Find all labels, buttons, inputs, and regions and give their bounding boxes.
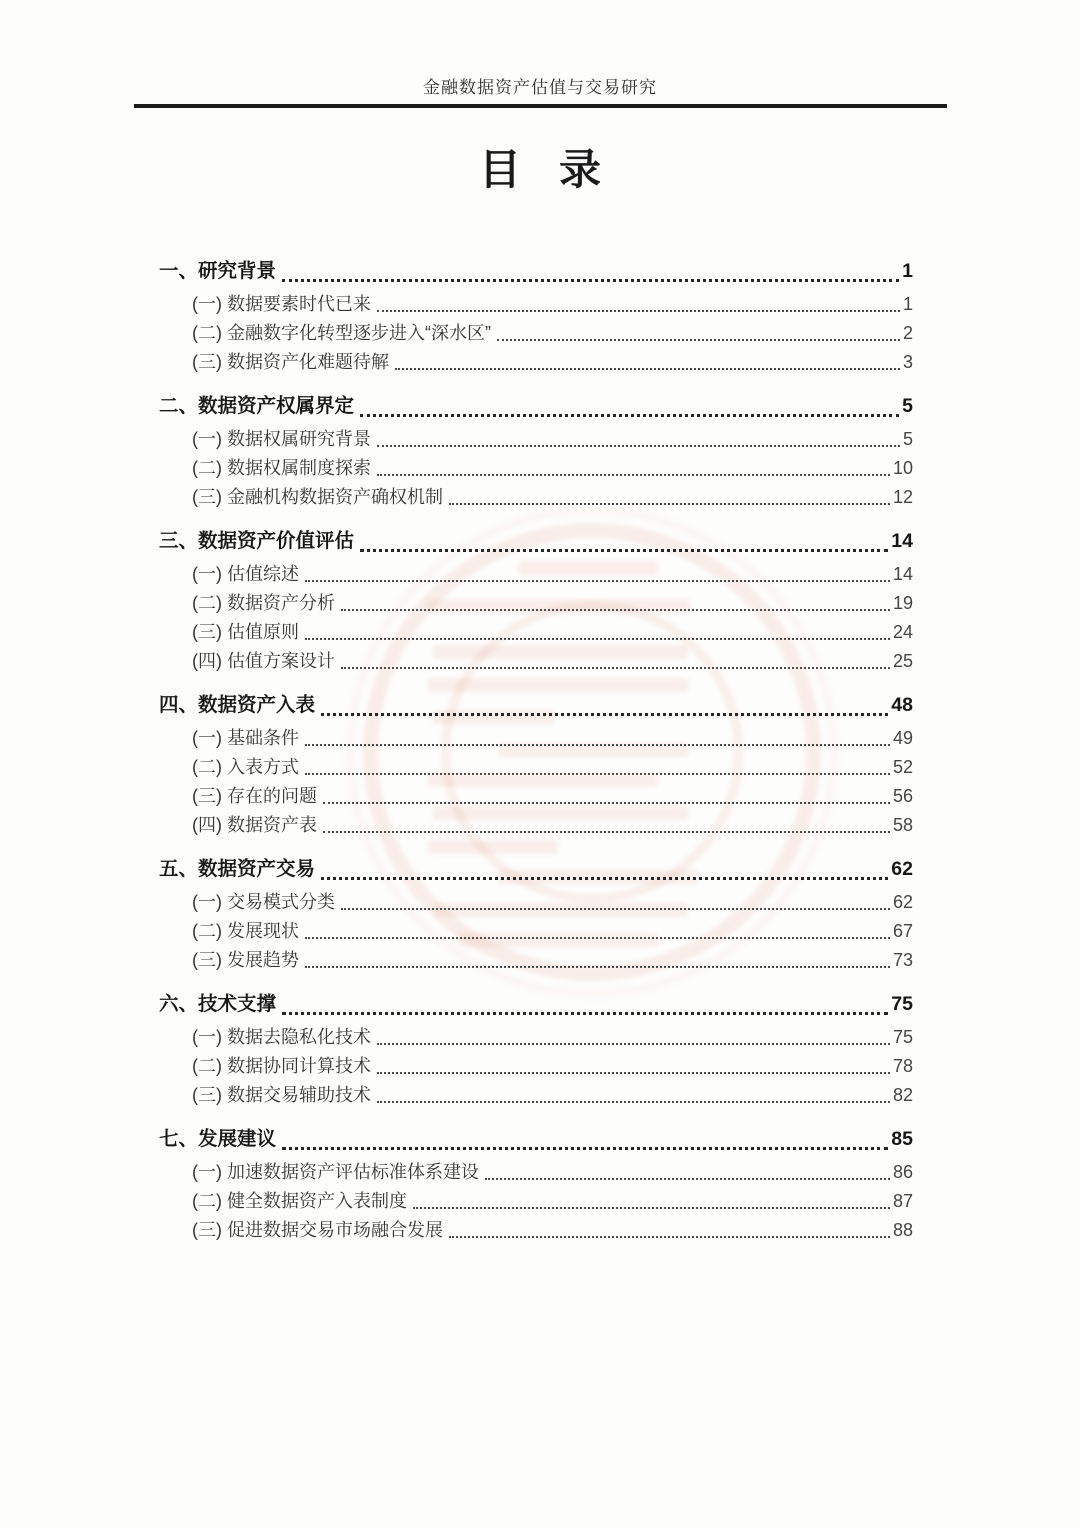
toc-entry-page: 2 <box>902 323 913 343</box>
toc-entry-page: 3 <box>902 352 913 372</box>
dotted-leader <box>305 638 890 640</box>
toc-entry-label: (二) 数据协同计算技术 <box>192 1056 371 1076</box>
toc-entry-page: 1 <box>902 294 913 314</box>
toc-entry-label: (一) 基础条件 <box>192 728 299 748</box>
dotted-leader <box>341 667 890 669</box>
toc-entry <box>159 560 913 589</box>
toc-entry-label: (三) 发展趋势 <box>192 950 299 970</box>
toc-entry-label: (一) 数据权属研究背景 <box>192 429 371 449</box>
toc-entry-label: (二) 数据权属制度探索 <box>192 458 371 478</box>
toc-entry-label: (一) 估值综述 <box>192 564 299 584</box>
toc-entry-page: 10 <box>892 458 913 478</box>
page-title-char-1: 目 <box>478 146 521 193</box>
dotted-leader <box>377 1101 890 1103</box>
dotted-leader <box>395 368 900 370</box>
toc-section <box>159 985 913 1110</box>
toc-section-heading <box>159 850 913 888</box>
toc-entry <box>159 724 913 753</box>
toc-entry-label: (三) 金融机构数据资产确权机制 <box>192 487 443 507</box>
dotted-leader <box>323 831 890 833</box>
header-rule <box>134 104 947 108</box>
toc-entry-page: 87 <box>892 1191 913 1211</box>
toc-entry-label: (二) 发展现状 <box>192 921 299 941</box>
dotted-leader <box>323 802 890 804</box>
toc-entry-label: (二) 金融数字化转型逐步进入“深水区” <box>192 323 491 343</box>
toc-entry-page: 58 <box>892 815 913 835</box>
toc-entry-page: 14 <box>892 564 913 584</box>
toc-section <box>159 1120 913 1245</box>
dotted-leader <box>341 609 890 611</box>
toc-entry-page: 78 <box>892 1056 913 1076</box>
dotted-leader <box>305 580 890 582</box>
toc-entry-label: (三) 促进数据交易市场融合发展 <box>192 1220 443 1240</box>
dotted-leader <box>321 877 888 880</box>
toc-entry <box>159 946 913 975</box>
running-header-title: 金融数据资产估值与交易研究 <box>423 78 657 97</box>
toc-section-heading <box>159 387 913 425</box>
toc-section-heading <box>159 985 913 1023</box>
toc-entry-label: (二) 数据资产分析 <box>192 593 335 613</box>
dotted-leader <box>282 1012 888 1015</box>
toc-entry-label: (一) 数据去隐私化技术 <box>192 1027 371 1047</box>
toc-entry-label: (三) 存在的问题 <box>192 786 317 806</box>
toc-entry-label: (二) 入表方式 <box>192 757 299 777</box>
toc-section-label: 五、数据资产交易 <box>159 858 316 880</box>
toc-entry-label: (四) 估值方案设计 <box>192 651 335 671</box>
toc-entry <box>159 1023 913 1052</box>
toc-entry-page: 88 <box>892 1220 913 1240</box>
toc-entry <box>159 917 913 946</box>
toc-entry <box>159 753 913 782</box>
page-title-char-2: 录 <box>559 146 602 193</box>
toc-section-label: 六、技术支撑 <box>159 993 277 1015</box>
toc-entry-label: (一) 加速数据资产评估标准体系建设 <box>192 1162 479 1182</box>
dotted-leader <box>449 1236 890 1238</box>
toc-section-page: 1 <box>902 260 913 282</box>
toc-entry-page: 73 <box>892 950 913 970</box>
toc-section <box>159 850 913 975</box>
toc-entry-page: 5 <box>902 429 913 449</box>
toc-entry-page: 75 <box>892 1027 913 1047</box>
toc-section-heading <box>159 522 913 560</box>
toc-section <box>159 686 913 840</box>
toc-entry <box>159 319 913 348</box>
dotted-leader <box>282 1147 888 1150</box>
dotted-leader <box>377 310 900 312</box>
toc-entry-label: (三) 估值原则 <box>192 622 299 642</box>
toc-entry <box>159 1052 913 1081</box>
toc-entry-label: (四) 数据资产表 <box>192 815 317 835</box>
toc-entry-page: 62 <box>892 892 913 912</box>
toc-entry <box>159 1158 913 1187</box>
toc-entry <box>159 425 913 454</box>
toc-entry-page: 25 <box>892 651 913 671</box>
toc-section <box>159 522 913 676</box>
dotted-leader <box>377 445 900 447</box>
toc-entry <box>159 782 913 811</box>
dotted-leader <box>305 966 890 968</box>
toc-entry-label: (一) 数据要素时代已来 <box>192 294 371 314</box>
toc-entry <box>159 647 913 676</box>
toc-section-page: 62 <box>891 858 913 880</box>
dotted-leader <box>377 1072 890 1074</box>
toc-section-heading <box>159 1120 913 1158</box>
toc-entry-page: 49 <box>892 728 913 748</box>
toc-entry-page: 19 <box>892 593 913 613</box>
toc-entry <box>159 454 913 483</box>
toc-entry <box>159 1187 913 1216</box>
dotted-leader <box>305 937 890 939</box>
toc-entry-label: (二) 健全数据资产入表制度 <box>192 1191 407 1211</box>
dotted-leader <box>377 1043 890 1045</box>
toc-entry <box>159 290 913 319</box>
dotted-leader <box>360 549 888 552</box>
toc-entry <box>159 1081 913 1110</box>
toc-entry-page: 67 <box>892 921 913 941</box>
toc-entry <box>159 811 913 840</box>
dotted-leader <box>377 474 890 476</box>
toc-entry <box>159 888 913 917</box>
toc-section-heading <box>159 686 913 724</box>
toc-section <box>159 387 913 512</box>
toc-section-label: 三、数据资产价值评估 <box>159 530 355 552</box>
toc-section-heading <box>159 252 913 290</box>
toc-entry <box>159 348 913 377</box>
toc-section-label: 一、研究背景 <box>159 260 277 282</box>
toc-section-label: 二、数据资产权属界定 <box>159 395 355 417</box>
toc-entry-page: 86 <box>892 1162 913 1182</box>
table-of-contents <box>159 252 913 1245</box>
toc-section-page: 14 <box>891 530 913 552</box>
toc-section-label: 七、发展建议 <box>159 1128 277 1150</box>
toc-entry-label: (三) 数据交易辅助技术 <box>192 1085 371 1105</box>
toc-entry-label: (三) 数据资产化难题待解 <box>192 352 389 372</box>
dotted-leader <box>497 339 900 341</box>
dotted-leader <box>341 908 890 910</box>
toc-entry <box>159 1216 913 1245</box>
toc-entry <box>159 483 913 512</box>
toc-entry-page: 82 <box>892 1085 913 1105</box>
dotted-leader <box>413 1207 890 1209</box>
toc-section <box>159 252 913 377</box>
toc-entry-page: 12 <box>892 487 913 507</box>
toc-entry <box>159 589 913 618</box>
toc-entry-page: 56 <box>892 786 913 806</box>
dotted-leader <box>449 503 890 505</box>
toc-entry-page: 24 <box>892 622 913 642</box>
page-title <box>0 145 1080 195</box>
toc-entry-page: 52 <box>892 757 913 777</box>
toc-section-page: 85 <box>891 1128 913 1150</box>
dotted-leader <box>321 713 888 716</box>
toc-section-page: 75 <box>891 993 913 1015</box>
toc-entry-label: (一) 交易模式分类 <box>192 892 335 912</box>
toc-section-label: 四、数据资产入表 <box>159 694 316 716</box>
toc-entry <box>159 618 913 647</box>
dotted-leader <box>282 279 899 282</box>
dotted-leader <box>305 744 890 746</box>
toc-section-page: 48 <box>891 694 913 716</box>
dotted-leader <box>360 414 899 417</box>
dotted-leader <box>485 1178 890 1180</box>
dotted-leader <box>305 773 890 775</box>
toc-section-page: 5 <box>902 395 913 417</box>
